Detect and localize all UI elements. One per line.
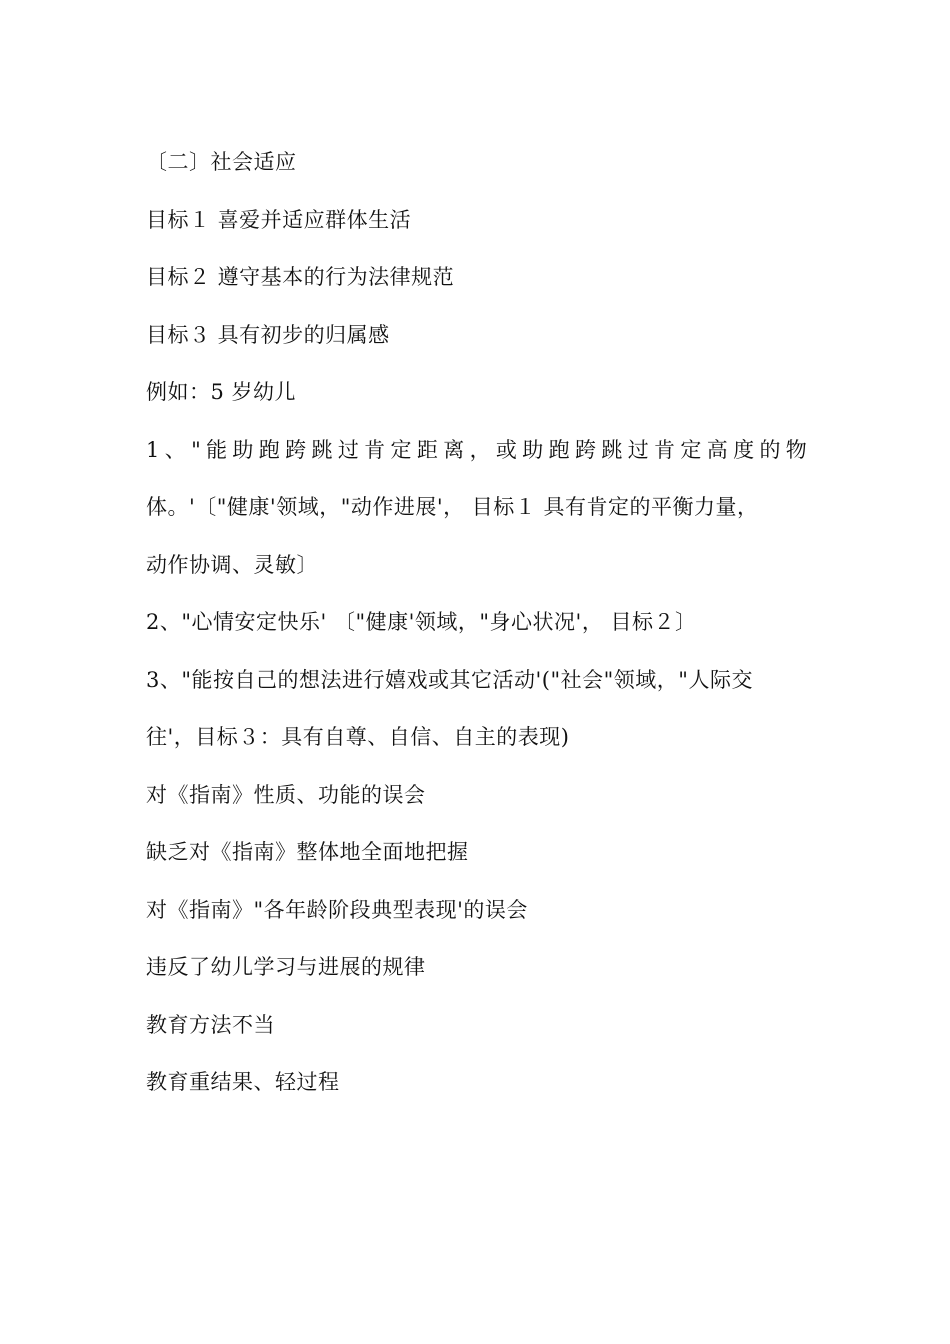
example-1-line-2: 体。'〔"健康'领域，"动作进展'， 目标１ 具有肯定的平衡力量， — [146, 495, 759, 519]
goal-2-line: 目标２ 遵守基本的行为法律规范 — [146, 265, 455, 289]
section-heading: 〔二〕社会适应 — [146, 150, 297, 174]
issue-3-line: 对《指南》"各年龄阶段典型表现'的误会 — [146, 897, 528, 922]
issue-2-line: 缺乏对《指南》整体地全面地把握 — [146, 840, 469, 864]
issue-5-line: 教育方法不当 — [146, 1012, 275, 1037]
issue-1-line: 对《指南》性质、功能的误会 — [146, 782, 426, 807]
goal-3-line: 目标３ 具有初步的归属感 — [146, 322, 390, 347]
example-intro-line: 例如：5 岁幼儿 — [146, 380, 297, 404]
goal-1-line: 目标１ 喜爱并适应群体生活 — [146, 207, 412, 232]
example-3-line-2: 往'，目标３：具有自尊、自信、自主的表现) — [146, 725, 570, 749]
example-3-line-1: 3、"能按自己的想法进行嬉戏或其它活动'("社会"领域，"人际交 — [146, 667, 753, 692]
example-1-line-1: 1、"能助跑跨跳过肯定距离，或助跑跨跳过肯定高度的物 — [146, 437, 810, 462]
document-body — [146, 134, 810, 1112]
issue-4-line: 违反了幼儿学习与进展的规律 — [146, 955, 426, 979]
example-1-line-3: 动作协调、灵敏〕 — [146, 552, 318, 577]
example-2-line: 2、"心情安定快乐' 〔"健康'领域，"身心状况'， 目标２〕 — [146, 610, 697, 634]
issue-6-line: 教育重结果、轻过程 — [146, 1070, 340, 1094]
